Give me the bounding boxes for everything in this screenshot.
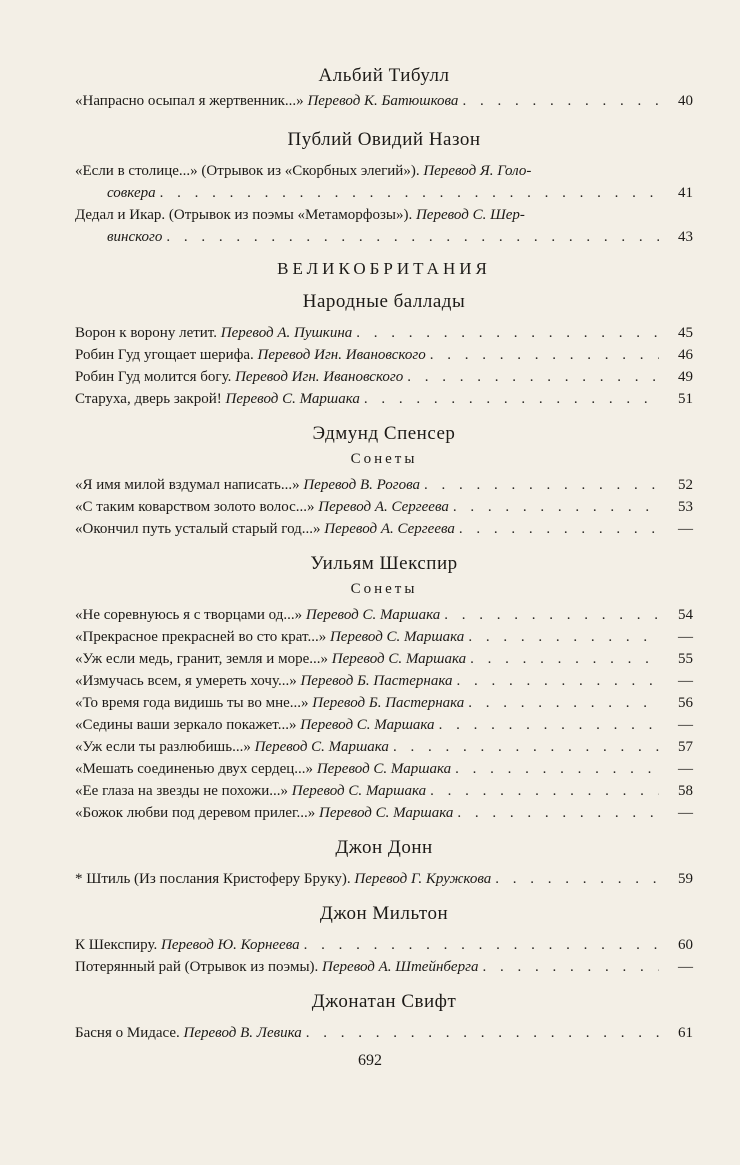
dot-leader — [160, 182, 659, 204]
entry-translator: Перевод Я. Голо- — [423, 163, 532, 179]
entry-title: Ворон к ворону летит. — [75, 325, 217, 341]
entry-title: «Прекрасное прекрасней во сто крат...» — [75, 629, 327, 645]
entry-translator: Перевод С. Маршака — [329, 629, 465, 645]
entry-translator: Перевод С. Маршака — [316, 761, 452, 777]
author-heading: Джонатан Свифт — [311, 991, 457, 1012]
dot-leader — [456, 670, 659, 692]
entry-page: — — [678, 959, 693, 975]
dot-leader — [468, 692, 659, 714]
entry-title: «Я имя милой вздумал написать...» — [75, 477, 300, 493]
dot-leader — [453, 496, 659, 518]
entry-page: — — [678, 805, 693, 821]
dot-leader — [364, 388, 659, 410]
toc-entry — [75, 474, 693, 540]
entry-title: Потерянный рай (Отрывок из поэмы). — [75, 959, 319, 975]
toc-entry — [75, 160, 693, 204]
author-heading: Джон Донн — [335, 837, 433, 858]
entry-page: 46 — [678, 347, 693, 363]
entry-translator: Перевод С. Маршака — [225, 391, 360, 407]
toc-entry — [75, 204, 693, 248]
author-heading: Эдмунд Спенсер — [312, 423, 456, 444]
dot-leader — [304, 934, 659, 956]
entry-page: — — [678, 673, 693, 689]
entry-title: «Седины ваши зеркало покажет...» — [75, 717, 297, 733]
entry-translator-continued: винского — [107, 229, 163, 245]
dot-leader — [457, 802, 659, 824]
entry-translator: Перевод С. Шер- — [415, 207, 525, 223]
dot-leader — [495, 868, 659, 890]
entry-title: К Шекспиру. — [75, 937, 158, 953]
dot-leader — [430, 780, 659, 802]
entry-title: «Ее глаза на звезды не похожи...» — [75, 783, 289, 799]
entry-translator: Перевод Ю. Корнеева — [160, 937, 300, 953]
dot-leader — [482, 956, 659, 978]
entry-page: 53 — [678, 499, 693, 515]
dot-leader — [166, 226, 659, 248]
entry-page: 57 — [678, 739, 693, 755]
dot-leader — [407, 366, 659, 388]
genre-heading: Сонеты — [350, 581, 418, 597]
entry-translator: Перевод В. Левика — [183, 1025, 302, 1041]
entry-translator: Перевод Игн. Ивановского — [235, 369, 404, 385]
entry-page: — — [678, 521, 693, 537]
dot-leader — [468, 626, 659, 648]
entry-title: «Напрасно осыпал я жертвенник...» — [75, 93, 304, 109]
entry-title: Робин Гуд молится богу. — [75, 369, 232, 385]
entry-title: «То время года видишь ты во мне...» — [75, 695, 309, 711]
entry-translator: Перевод В. Рогова — [303, 477, 420, 493]
entry-translator: Перевод К. Батюшкова — [307, 93, 459, 109]
dot-leader — [424, 474, 659, 496]
genre-heading: Сонеты — [350, 451, 418, 467]
entry-translator: Перевод С. Маршака — [254, 739, 389, 755]
author-heading: Альбий Тибулл — [318, 65, 450, 86]
entry-title: «Если в столице...» (Отрывок из «Скорбных элегий»). — [75, 163, 420, 179]
entry-page: 49 — [678, 369, 693, 385]
entry-page: 54 — [678, 607, 693, 623]
entry-translator: Перевод Г. Кружкова — [354, 871, 492, 887]
entry-page: 55 — [678, 651, 693, 667]
dot-leader — [356, 322, 659, 344]
toc-entry — [75, 934, 693, 978]
entry-title: «Уж если ты разлюбишь...» — [75, 739, 251, 755]
entry-title: * Штиль (Из послания Кристоферу Бруку). — [75, 871, 351, 887]
entry-translator: Перевод Б. Пастернака — [312, 695, 465, 711]
country-heading: ВЕЛИКОБРИТАНИЯ — [277, 259, 491, 278]
entry-translator-continued: совкера — [107, 185, 156, 201]
toc-entry — [75, 90, 693, 112]
toc-entry — [75, 868, 693, 890]
entry-translator: Перевод А. Сергеева — [318, 499, 449, 515]
dot-leader — [462, 90, 659, 112]
entry-page: 51 — [678, 391, 693, 407]
entry-translator: Перевод С. Маршака — [291, 783, 427, 799]
entry-translator: Перевод А. Сергеева — [324, 521, 455, 537]
table-of-contents — [75, 62, 693, 1044]
entry-page: 61 — [678, 1025, 693, 1041]
entry-page: 41 — [678, 185, 693, 201]
entry-page: 60 — [678, 937, 693, 953]
entry-title: Робин Гуд угощает шерифа. — [75, 347, 254, 363]
entry-page: 45 — [678, 325, 693, 341]
entry-translator: Перевод С. Маршака — [331, 651, 467, 667]
entry-translator: Перевод А. Пушкина — [220, 325, 353, 341]
entry-page: 56 — [678, 695, 693, 711]
entry-page: 58 — [678, 783, 693, 799]
entry-translator: Перевод С. Маршака — [300, 717, 435, 733]
entry-title: «Измучась всем, я умереть хочу...» — [75, 673, 297, 689]
dot-leader — [444, 604, 659, 626]
dot-leader — [306, 1022, 659, 1044]
entry-page: — — [678, 629, 693, 645]
dot-leader — [470, 648, 659, 670]
toc-entry — [75, 604, 693, 824]
entry-title: «Не соревнуюсь я с творцами од...» — [75, 607, 303, 623]
entry-page: 40 — [678, 93, 693, 109]
entry-title: Дедал и Икар. (Отрывок из поэмы «Метаморфозы»). — [75, 207, 413, 223]
entry-title: «Мешать соединенью двух сердец...» — [75, 761, 314, 777]
entry-page: 59 — [678, 871, 693, 887]
entry-page: 43 — [678, 229, 693, 245]
entry-page: — — [678, 761, 693, 777]
page-number: 692 — [358, 1052, 382, 1069]
entry-translator: Перевод А. Штейнберга — [322, 959, 479, 975]
entry-page: 52 — [678, 477, 693, 493]
entry-translator: Перевод С. Маршака — [305, 607, 441, 623]
dot-leader — [455, 758, 659, 780]
dot-leader — [430, 344, 659, 366]
author-heading: Уильям Шекспир — [310, 553, 458, 574]
dot-leader — [439, 714, 659, 736]
entry-title: «С таким коварством золото волос...» — [75, 499, 315, 515]
entry-translator: Перевод Игн. Ивановского — [257, 347, 426, 363]
dot-leader — [393, 736, 659, 758]
dot-leader — [459, 518, 659, 540]
entry-title: Басня о Мидасе. — [75, 1025, 180, 1041]
entry-translator: Перевод Б. Пастернака — [300, 673, 453, 689]
entry-title: «Окончил путь усталый старый год...» — [75, 521, 321, 537]
toc-entry — [75, 1022, 693, 1044]
toc-entry — [75, 322, 693, 410]
entry-page: — — [678, 717, 693, 733]
author-heading: Джон Мильтон — [319, 903, 449, 924]
entry-translator: Перевод С. Маршака — [318, 805, 454, 821]
entry-title: Старуха, дверь закрой! — [75, 391, 222, 407]
entry-title: «Божок любви под деревом прилег...» — [75, 805, 316, 821]
author-heading: Народные баллады — [302, 291, 466, 312]
author-heading: Публий Овидий Назон — [287, 129, 481, 150]
entry-title: «Уж если медь, гранит, земля и море...» — [75, 651, 328, 667]
